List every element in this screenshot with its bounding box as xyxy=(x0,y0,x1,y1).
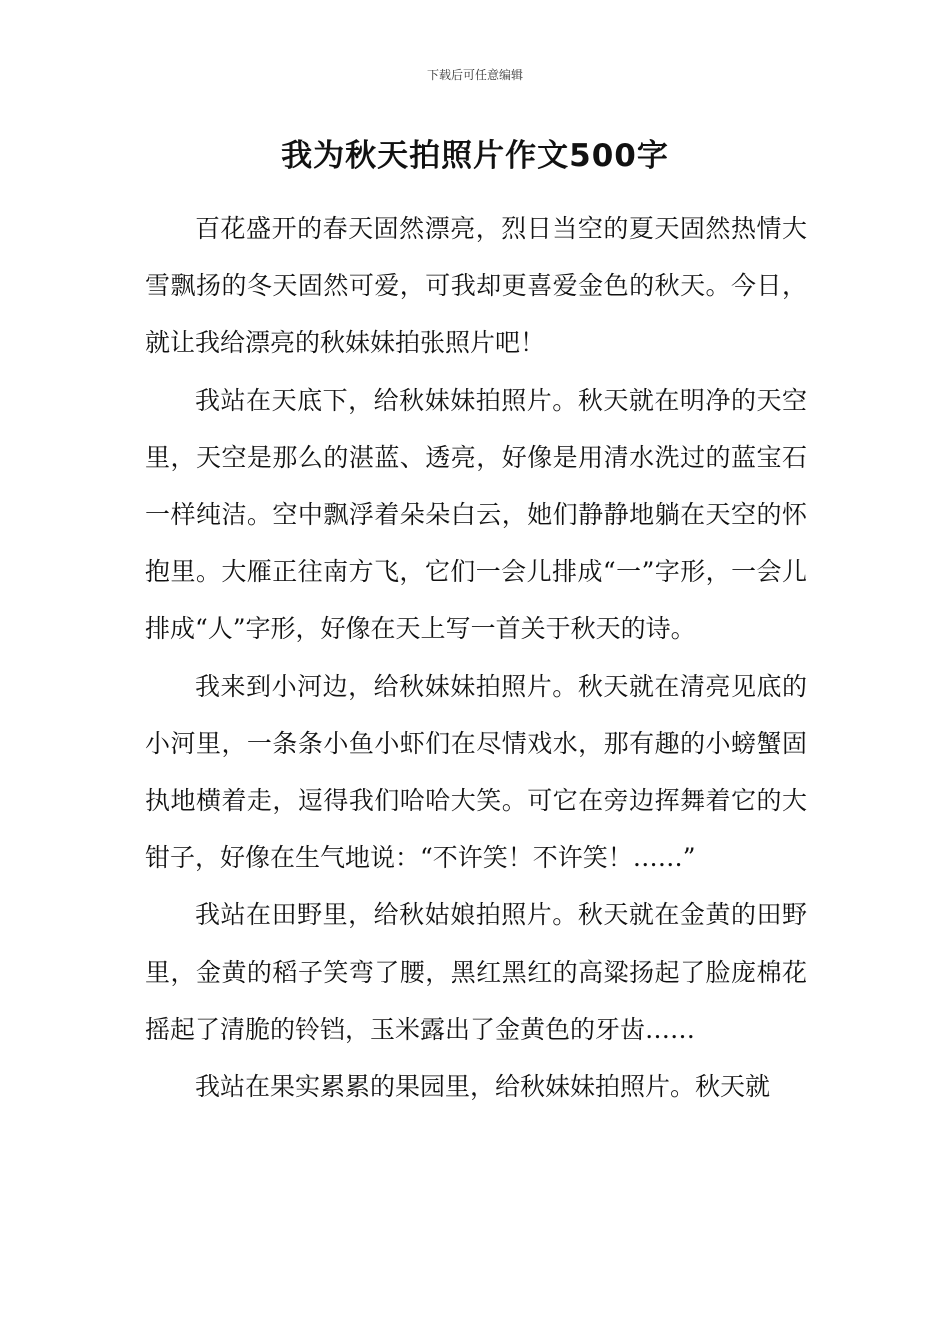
paragraph-3: 我来到小河边，给秋妹妹拍照片。秋天就在清亮见底的小河里，一条条小鱼小虾们在尽情戏水，那有趣的小螃蟹固执地横着走，逗得我们哈哈大笑。可它在旁边挥舞着它的大钳子，好像在生气地说：“不许笑！不许笑！……” xyxy=(145,671,807,873)
paragraph-1: 百花盛开的春天固然漂亮，烈日当空的夏天固然热情大雪飘扬的冬天固然可爱，可我却更喜爱金色的秋天。今日，就让我给漂亮的秋妹妹拍张照片吧！ xyxy=(145,214,807,358)
document-title: 我为秋天拍照片作文500字 xyxy=(281,138,669,174)
header-note: 下载后可任意编辑 xyxy=(426,68,523,82)
document-body xyxy=(145,200,807,1115)
paragraph-5: 我站在果实累累的果园里，给秋妹妹拍照片。秋天就 xyxy=(195,1072,771,1102)
paragraph-4: 我站在田野里，给秋姑娘拍照片。秋天就在金黄的田野里，金黄的稻子笑弯了腰，黑红黑红的高粱扬起了脸庞棉花摇起了清脆的铃铛，玉米露出了金黄色的牙齿…… xyxy=(145,900,807,1044)
paragraph-2: 我站在天底下，给秋妹妹拍照片。秋天就在明净的天空里，天空是那么的湛蓝、透亮，好像是用清水洗过的蓝宝石一样纯洁。空中飘浮着朵朵白云，她们静静地躺在天空的怀抱里。大雁正往南方飞，它们一会儿排成“一”字形，一会儿排成“人”字形，好像在天上写一首关于秋天的诗。 xyxy=(145,385,807,644)
